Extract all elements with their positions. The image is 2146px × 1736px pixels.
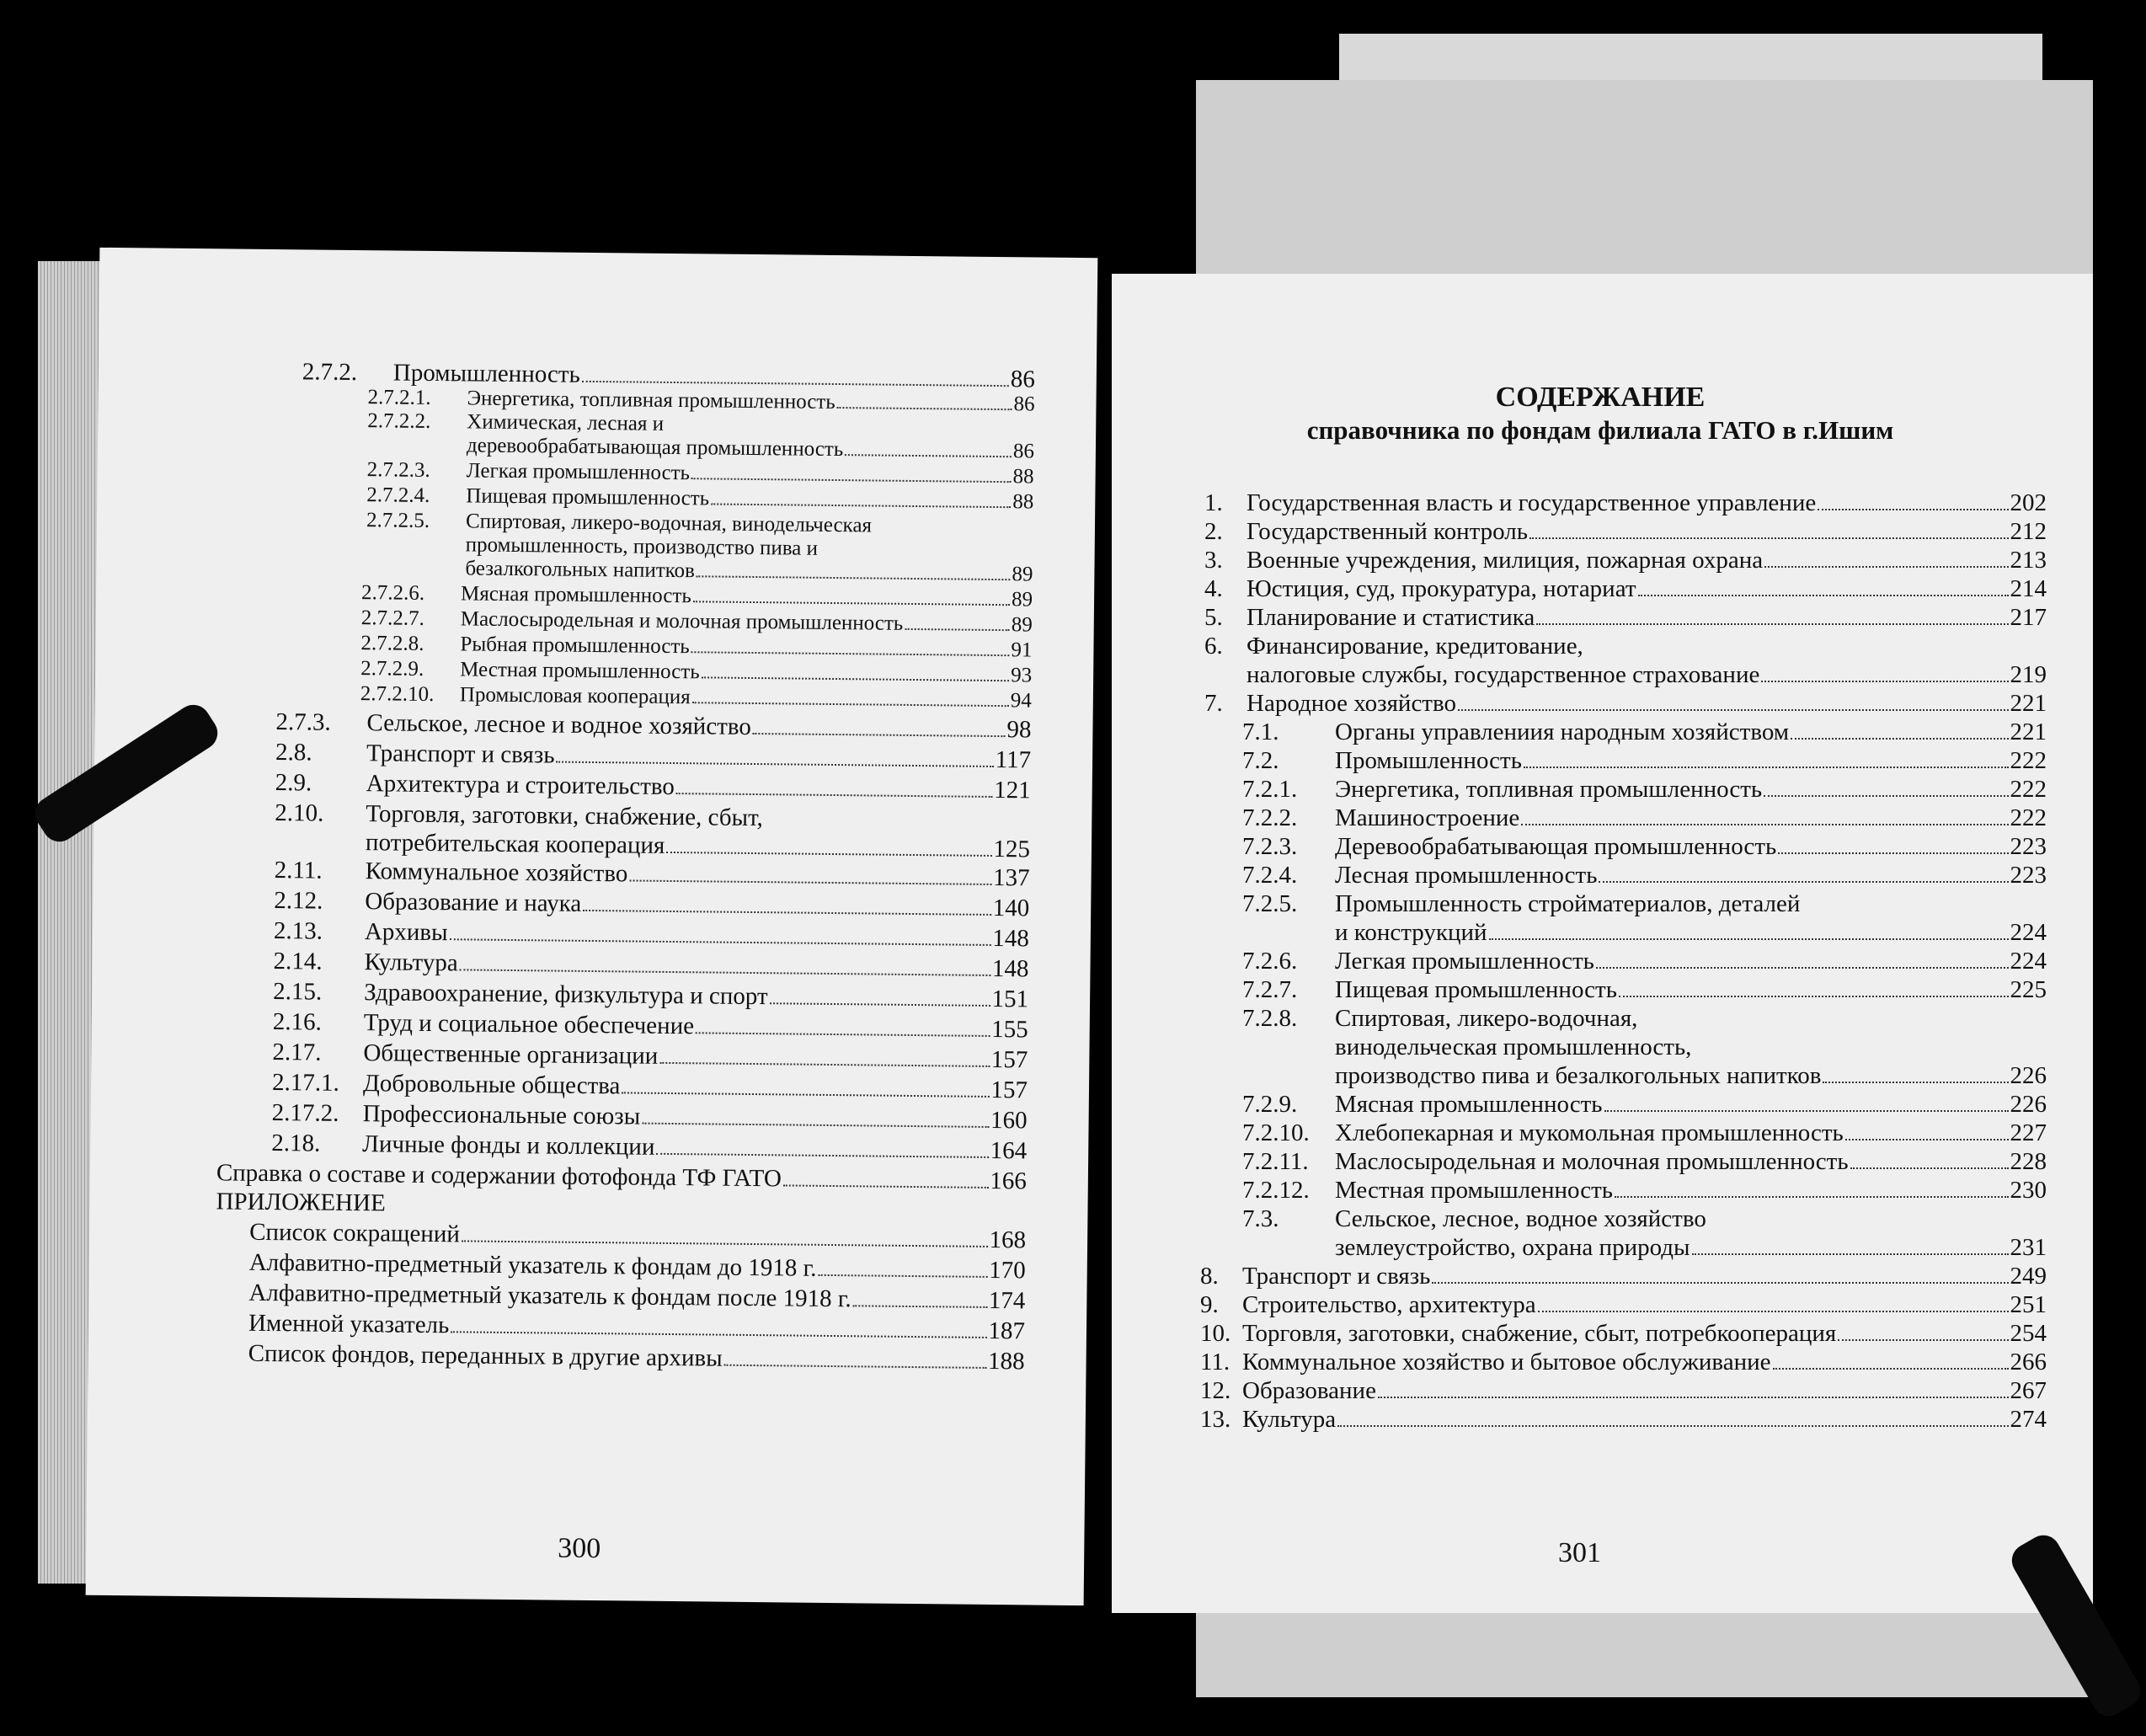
- toc-entry: 6. Финансирование, кредитование,: [1204, 633, 1583, 660]
- toc-entry: 2.17. Общественные организации 157: [272, 1039, 1028, 1074]
- page-subtitle: справочника по фондам филиала ГАТО в г.Ишим: [1306, 415, 1894, 445]
- toc-entry: 7.2.8. Спиртовая, ликеро-водочная,: [1242, 1005, 1638, 1032]
- toc-entry: Алфавитно-предметный указатель к фондам после 1918 г. 174: [248, 1279, 1026, 1315]
- toc-entry-continued: потребительская кооперация 125: [365, 829, 1031, 863]
- toc-entry: 7.2.9. Мясная промышленность 226: [1242, 1091, 2047, 1118]
- toc-entry: 2. Государственный контроль 212: [1204, 518, 2047, 545]
- toc-entry: Алфавитно-предметный указатель к фондам до 1918 г. 170: [248, 1248, 1026, 1285]
- toc-entry: 2.7.3. Сельское, лесное и водное хозяйство 98: [275, 708, 1032, 744]
- paper-stack-top: [1339, 34, 2042, 84]
- toc-entry: 9. Строительство, архитектура 251: [1200, 1291, 2047, 1318]
- toc-entry: 2.15. Здравоохранение, физкультура и спорт 151: [273, 978, 1029, 1013]
- toc-entry: 2.7.2.1. Энергетика, топливная промышленность 86: [367, 386, 1035, 416]
- toc-entry-continued: промышленность, производство пива и: [465, 533, 819, 560]
- toc-entry: Список фондов, переданных в другие архивы 188: [248, 1339, 1025, 1375]
- toc-entry: 2.14. Культура 148: [273, 948, 1029, 983]
- toc-entry: 2.10. Торговля, заготовки, снабжение, сбыт,: [275, 799, 764, 832]
- page-title: СОДЕРЖАНИЕ: [1495, 382, 1706, 413]
- toc-entry: Именной указатель 187: [248, 1309, 1026, 1345]
- toc-entry-continued: землеустройство, охрана природы 231: [1335, 1234, 2047, 1261]
- toc-entry-continued: винодельческая промышленность,: [1335, 1034, 1692, 1060]
- toc-entry: 7.2.11. Маслосыродельная и молочная промышленность 228: [1242, 1148, 2047, 1175]
- paper-stack-bottom: [1196, 1613, 2093, 1697]
- toc-entry: 5. Планирование и статистика 217: [1204, 604, 2047, 631]
- toc-entry: 2.7.2.8. Рыбная промышленность 91: [360, 632, 1033, 662]
- toc-entry: 2.7.2.10. Промысловая кооперация 94: [360, 682, 1032, 713]
- toc-entry: 7.2.6. Легкая промышленность 224: [1242, 948, 2047, 975]
- toc-entry: 8. Транспорт и связь 249: [1200, 1263, 2047, 1290]
- right-page: [1112, 274, 2093, 1613]
- toc-entry: 7.2. Промышленность 222: [1242, 747, 2047, 774]
- paper-stack-main: [1196, 80, 2093, 291]
- toc-entry: 1. Государственная власть и государственное управление 202: [1204, 489, 2047, 516]
- page-number: 300: [558, 1532, 601, 1565]
- toc-entry: 7.2.7. Пищевая промышленность 225: [1242, 976, 2047, 1003]
- toc-entry: 7.2.1. Энергетика, топливная промышленность 222: [1242, 776, 2047, 803]
- toc-entry: 13. Культура 274: [1200, 1406, 2047, 1433]
- toc-entry: 2.9. Архитектура и строительство 121: [275, 769, 1031, 804]
- toc-entry: 2.7.2.3. Легкая промышленность 88: [366, 458, 1034, 489]
- toc-entry: 2.7.2.6. Мясная промышленность 89: [360, 581, 1033, 612]
- toc-entry: 7. Народное хозяйство 221: [1204, 690, 2047, 717]
- toc-entry-continued: налоговые службы, государственное страхование 219: [1246, 661, 2047, 688]
- toc-entry: 7.2.10. Хлебопекарная и мукомольная промышленность 227: [1242, 1119, 2047, 1146]
- toc-entry: 7.3. Сельское, лесное, водное хозяйство: [1242, 1205, 1706, 1232]
- toc-entry-continued: и конструкций 224: [1335, 919, 2047, 946]
- toc-entry: 2.13. Архивы 148: [273, 917, 1030, 953]
- toc-entry: 7.1. Органы управлениия народным хозяйством 221: [1242, 718, 2047, 745]
- toc-entry: 7.2.2. Машиностроение 222: [1242, 804, 2047, 831]
- toc-entry: 12. Образование 267: [1200, 1377, 2047, 1404]
- toc-entry: 7.2.5. Промышленность стройматериалов, деталей: [1242, 890, 1801, 917]
- toc-entry: 3. Военные учреждения, милиция, пожарная охрана 213: [1204, 547, 2047, 574]
- toc-entry: 11. Коммунальное хозяйство и бытовое обслуживание 266: [1200, 1349, 2047, 1375]
- toc-entry-continued: производство пива и безалкогольных напитков 226: [1335, 1062, 2047, 1089]
- toc-entry: 2.12. Образование и наука 140: [274, 887, 1030, 922]
- left-page: [86, 248, 1098, 1605]
- toc-entry: 2.7.2.4. Пищевая промышленность 88: [366, 483, 1034, 514]
- toc-entry-continued: деревообрабатывающая промышленность 86: [466, 434, 1035, 463]
- toc-entry-continued: безалкогольных напитков 89: [465, 557, 1033, 586]
- toc-entry: 7.2.12. Местная промышленность 230: [1242, 1177, 2047, 1204]
- toc-entry: 2.11. Коммунальное хозяйство 137: [274, 857, 1030, 892]
- page-number: 301: [1558, 1537, 1601, 1568]
- toc-entry: Список сокращений 168: [249, 1218, 1027, 1254]
- toc-entry: 2.17.1. Добровольные общества 157: [271, 1069, 1028, 1104]
- toc-entry: 2.8. Транспорт и связь 117: [275, 739, 1032, 774]
- toc-entry: 2.7.2.2. Химическая, лесная и: [367, 409, 665, 435]
- toc-entry: 2.18. Личные фонды и коллекции 164: [271, 1130, 1028, 1165]
- toc-entry: Справка о составе и содержании фотофонда ТФ ГАТО 166: [216, 1159, 1028, 1195]
- toc-entry: 7.2.4. Лесная промышленность 223: [1242, 862, 2047, 889]
- toc-entry: 7.2.3. Деревообрабатывающая промышленность 223: [1242, 833, 2047, 860]
- appendix-heading: ПРИЛОЖЕНИЕ: [216, 1188, 386, 1217]
- toc-entry: 2.7.2.7. Маслосыродельная и молочная промышленность 89: [360, 606, 1033, 637]
- toc-entry: 2.7.2.9. Местная промышленность 93: [360, 657, 1033, 687]
- toc-entry: 4. Юстиция, суд, прокуратура, нотариат 214: [1204, 575, 2047, 602]
- toc-entry: 2.16. Труд и социальное обеспечение 155: [272, 1008, 1028, 1044]
- toc-entry: 2.7.2. Промышленность 86: [302, 358, 1035, 393]
- toc-entry: 2.17.2. Профессиональные союзы 160: [271, 1099, 1028, 1135]
- toc-entry: 2.7.2.5. Спиртовая, ликеро-водочная, винодельческая: [366, 509, 873, 537]
- toc-entry: 10. Торговля, заготовки, снабжение, сбыт, потребкооперация 254: [1200, 1320, 2047, 1347]
